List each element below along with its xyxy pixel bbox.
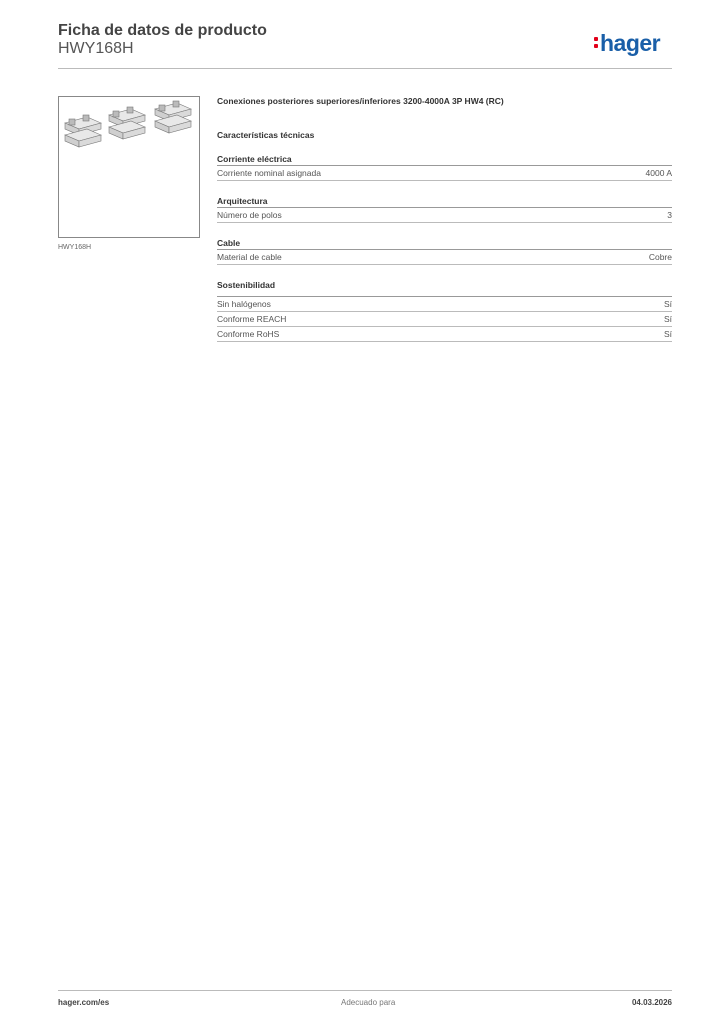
spec-label: Conforme RoHS <box>217 329 280 339</box>
section-sustainability <box>217 280 672 342</box>
section-architecture <box>217 196 672 223</box>
spec-content <box>217 96 672 342</box>
footer-divider <box>58 990 672 991</box>
spec-value: 3 <box>667 210 672 220</box>
spec-value: 4000 A <box>645 168 672 178</box>
logo-text: hager <box>600 30 661 56</box>
spec-row <box>217 250 672 265</box>
hager-logo <box>594 30 660 57</box>
section-title: Cable <box>217 238 672 250</box>
product-code: HWY168H <box>58 40 134 57</box>
spec-row <box>217 312 672 327</box>
technical-characteristics-title: Características técnicas <box>217 130 315 140</box>
spec-label: Sin halógenos <box>217 299 271 309</box>
spec-value: Cobre <box>648 252 672 262</box>
connector-illustration-icon <box>59 97 199 237</box>
logo-dots-icon <box>594 36 599 50</box>
spec-value: Sí <box>663 299 672 309</box>
spec-value: Sí <box>663 329 672 339</box>
spec-label: Número de polos <box>217 210 282 220</box>
spec-label: Corriente nominal asignada <box>217 168 321 178</box>
product-image <box>58 96 200 238</box>
header-divider <box>58 68 672 69</box>
product-description: Conexiones posteriores superiores/inferiores 3200-4000A 3P HW4 (RC) <box>217 96 504 106</box>
page-title: Ficha de datos de producto <box>58 22 267 39</box>
footer-date: 04.03.2026 <box>631 998 672 1007</box>
section-title: Sostenibilidad <box>217 280 276 290</box>
footer-suitable-for: Adecuado para <box>341 998 396 1007</box>
image-caption: HWY168H <box>58 244 92 251</box>
spec-row <box>217 208 672 223</box>
section-cable <box>217 238 672 265</box>
footer-website[interactable]: hager.com/es <box>58 998 110 1007</box>
spec-row <box>217 166 672 181</box>
spec-row <box>217 327 672 342</box>
spec-label: Conforme REACH <box>217 314 287 324</box>
section-title: Arquitectura <box>217 196 672 208</box>
spec-row <box>217 297 672 312</box>
section-electric-current <box>217 154 672 181</box>
section-title: Corriente eléctrica <box>217 154 672 166</box>
spec-value: Sí <box>663 314 672 324</box>
spec-label: Material de cable <box>217 252 282 262</box>
